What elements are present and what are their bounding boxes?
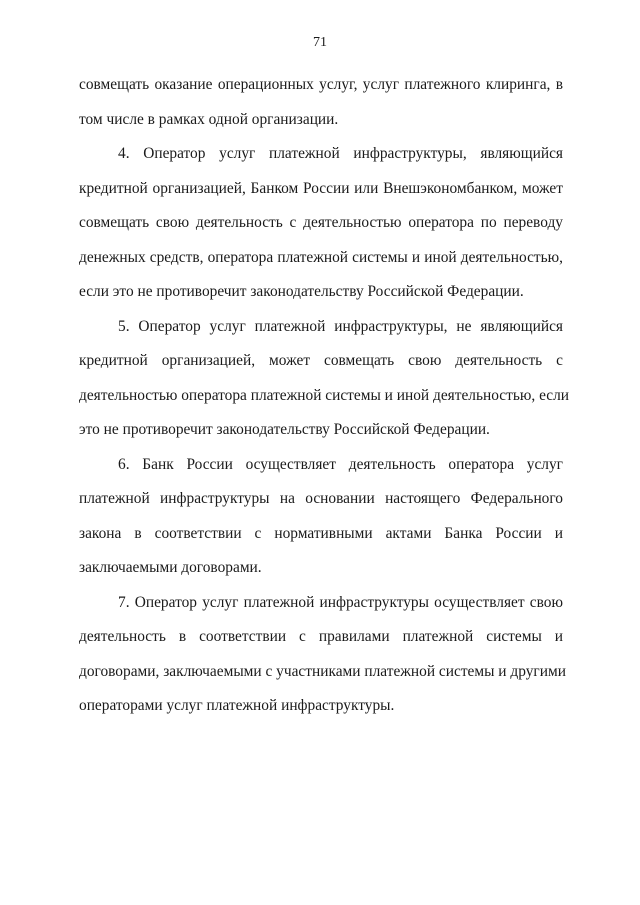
text-line: кредитной организацией, Банком России или Внешэкономбанком, может — [79, 179, 563, 197]
text-line: 4. Оператор услуг платежной инфраструктуры, являющийся — [118, 145, 563, 162]
paragraph-4 — [79, 137, 563, 310]
text-line: кредитной организацией, может совмещать свою деятельность с — [79, 352, 563, 369]
text-line: договорами, заключаемыми с участниками платежной системы и другими — [79, 662, 566, 680]
text-line: 6. Банк России осуществляет деятельность оператора услуг — [118, 455, 563, 473]
text-line: это не противоречит законодательству Российской Федерации. — [79, 421, 490, 438]
text-line: совмещать свою деятельность с деятельностью оператора по переводу — [79, 214, 563, 231]
text-line: денежных средств, оператора платежной системы и иной деятельностью, — [79, 248, 563, 266]
text-line: том числе в рамках одной организации. — [79, 110, 339, 128]
text-line: если это не противоречит законодательству Российской Федерации. — [79, 283, 524, 300]
text-line: операторами услуг платежной инфраструктуры. — [79, 697, 395, 714]
paragraph-5 — [79, 310, 570, 448]
paragraph-continuation — [79, 68, 563, 137]
text-line: заключаемыми договорами. — [79, 559, 262, 576]
document-body — [79, 68, 570, 724]
text-line: 7. Оператор услуг платежной инфраструктуры осуществляет свою — [118, 593, 563, 611]
paragraph-7 — [79, 586, 566, 724]
paragraph-6 — [79, 448, 563, 586]
text-line: деятельностью оператора платежной системы и иной деятельностью, если — [79, 386, 570, 404]
text-line: закона в соответствии с нормативными актами Банка России и — [79, 524, 563, 542]
text-line: платежной инфраструктуры на основании настоящего Федерального — [79, 490, 563, 507]
text-line: деятельность в соответствии с правилами платежной системы и — [79, 628, 563, 645]
page-number: 71 — [313, 35, 327, 50]
text-line: совмещать оказание операционных услуг, услуг платежного клиринга, в — [79, 76, 563, 93]
text-line: 5. Оператор услуг платежной инфраструктуры, не являющийся — [118, 317, 563, 335]
